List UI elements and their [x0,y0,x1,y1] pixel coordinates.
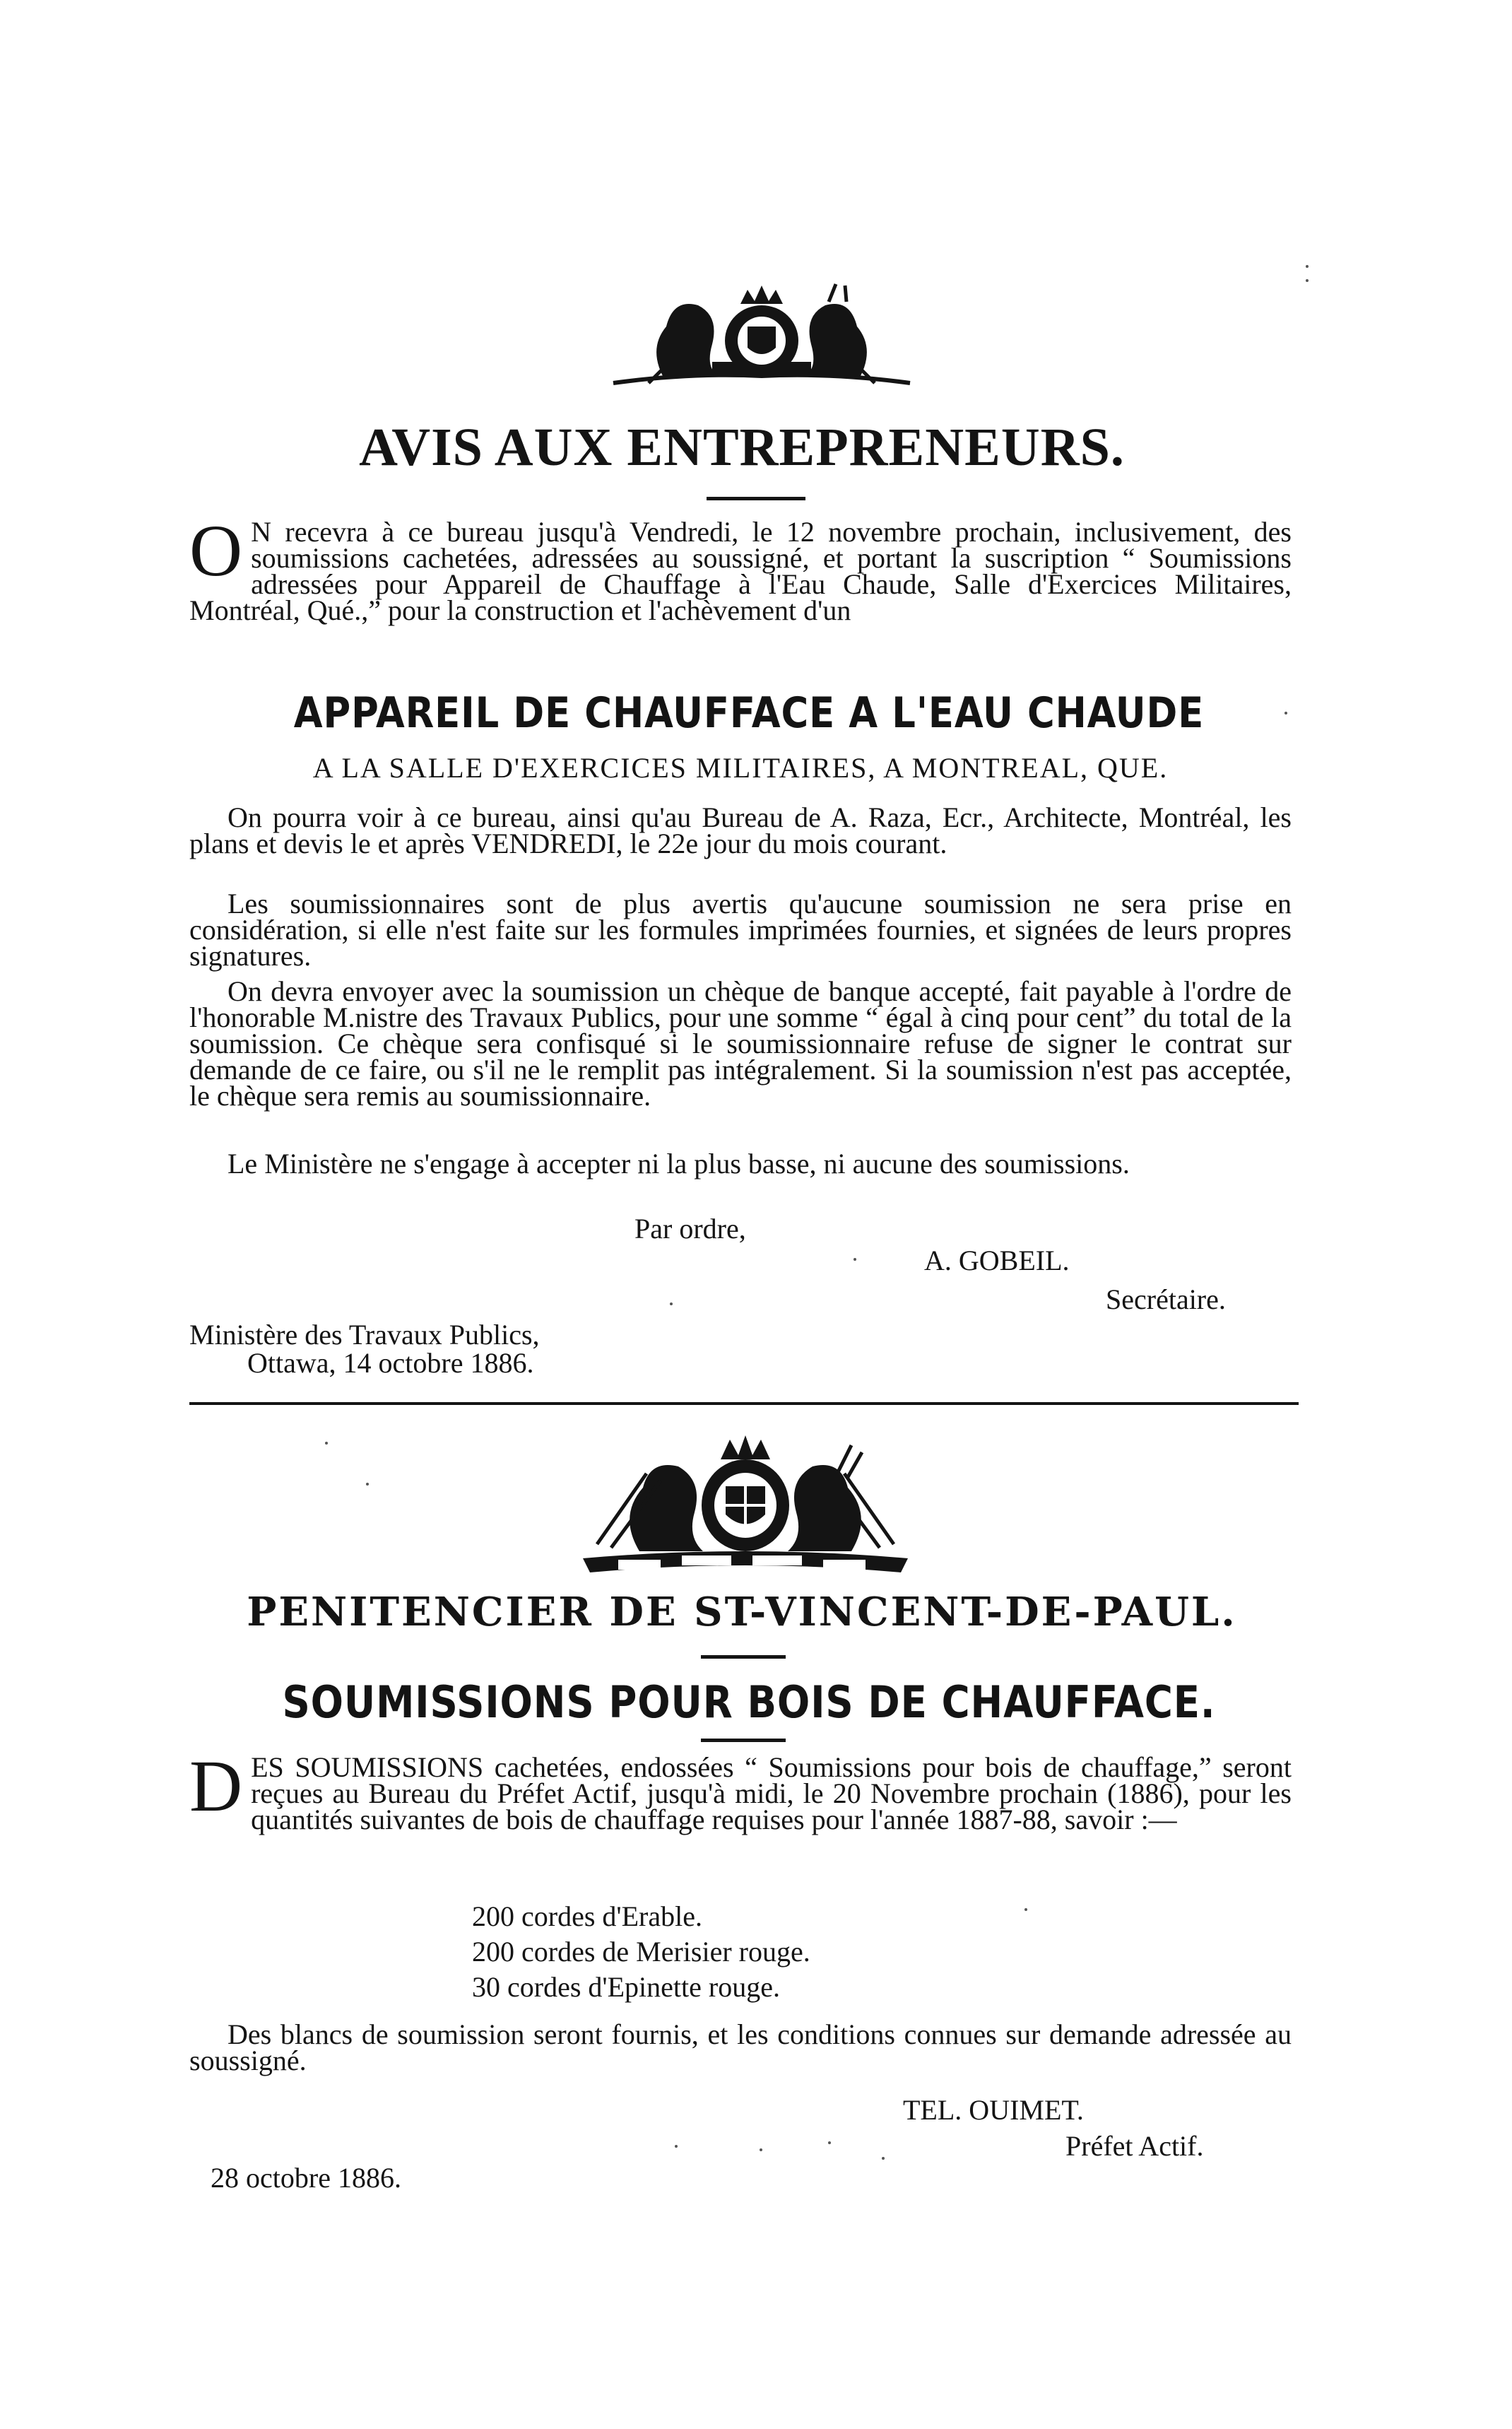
ink-speck [854,1258,856,1261]
ink-speck [366,1483,369,1486]
signature-title: Secrétaire. [1106,1283,1226,1315]
tender-heading: SOUMISSIONS POUR BOIS DE CHAUFFACE. [282,1676,1216,1728]
closing-paragraph: Des blancs de soumission seront fournis, et les conditions connues sur demande adressée au soussigné. [189,2018,1292,2076]
contract-subheading: A LA SALLE D'EXERCICES MILITAIRES, A MONTREAL, QUE. [312,752,1169,784]
ink-speck [1306,265,1309,268]
signature: A. GOBEIL. [924,1245,1070,1276]
body-paragraph: Les soumissionnaires sont de plus avertis qu'aucune soumission ne sera prise en considération, si elle n'est faite sur les formules imprimées fournies, et signées de leurs propres signatures. [189,888,1292,972]
penitentiary-title: PENITENCIER DE ST-VINCENT-DE-PAUL. [247,1589,1237,1635]
list-item: 200 cordes de Merisier rouge. [472,1936,810,1968]
ink-speck [828,2141,831,2144]
ink-speck [1024,1908,1027,1911]
drop-cap: D [189,1746,243,1827]
signature: TEL. OUIMET. [903,2094,1084,2126]
par-ordre: Par ordre, [634,1213,746,1245]
ink-speck [675,2145,678,2148]
list-item: 30 cordes d'Epinette rouge. [472,1971,780,2003]
contract-heading: APPAREIL DE CHAUFFACE A L'EAU CHAUDE [293,688,1205,738]
body-paragraph: On devra envoyer avec la soumission un chèque de banque accepté, fait payable à l'ordre de l'honorable M.nistre des Travaux Publics, pour une somme “ égal à cinq pour cent” du total de la soumission. Ce chèque sera confisqué si le soumissionnaire refuse de signer le contrat sur demande de ce faire, ou s'il ne le remplit pas intégralement. Si la soumission n'est pas acceptée, le chèque sera remis au soumissionnaire. [189,975,1292,1112]
drop-cap: O [189,510,243,592]
title-rule [701,1655,786,1659]
place-line: Ministère des Travaux Publics, [189,1319,540,1351]
ink-speck [1306,279,1309,282]
body-paragraph: Le Ministère ne s'engage à accepter ni la plus basse, ni aucune des soumissions. [228,1148,1130,1180]
date-line: Ottawa, 14 octobre 1886. [247,1347,534,1379]
royal-coat-of-arms-icon [606,277,917,397]
ink-speck [325,1442,328,1445]
ink-speck [1284,712,1287,714]
royal-coat-of-arms-icon [569,1431,922,1580]
ink-speck [882,2157,885,2160]
tender-intro-text: ES SOUMISSIONS cachetées, endossées “ Soumissions pour bois de chauffage,” seront reçues au Bureau du Préfet Actif, jusqu'à midi, le 20 Novembre prochain (1886), pour les quantités suivantes de bois de chauffage requises pour l'année 1887-88, savoir :— [251,1751,1292,1835]
body-paragraph: On pourra voir à ce bureau, ainsi qu'au Bureau de A. Raza, Ecr., Architecte, Montréal, les plans et devis le et après VENDREDI, le 22e jour du mois courant. [189,801,1292,859]
heading-rule [701,1739,786,1742]
title-rule [707,497,805,500]
section-divider [189,1402,1299,1405]
date-line: 28 octobre 1886. [211,2162,401,2194]
signature-title: Préfet Actif. [1065,2130,1204,2162]
ink-speck [670,1302,673,1305]
notice-title: AVIS AUX ENTREPRENEURS. [359,418,1125,477]
ink-speck [760,2148,762,2151]
tender-intro [189,1746,1292,1835]
intro-text: N recevra à ce bureau jusqu'à Vendredi, le 12 novembre prochain, inclusivement, des soumissions cachetées, adressées au soussigné, et portant la suscription “ Soumissions adressées pour Appareil de Chauffage à l'Eau Chaude, Salle d'Exercices Militaires, Montréal, Qué.,” pour la construction et l'achèvement d'un [189,516,1292,626]
list-item: 200 cordes d'Erable. [472,1900,702,1932]
intro-paragraph [189,510,1292,626]
